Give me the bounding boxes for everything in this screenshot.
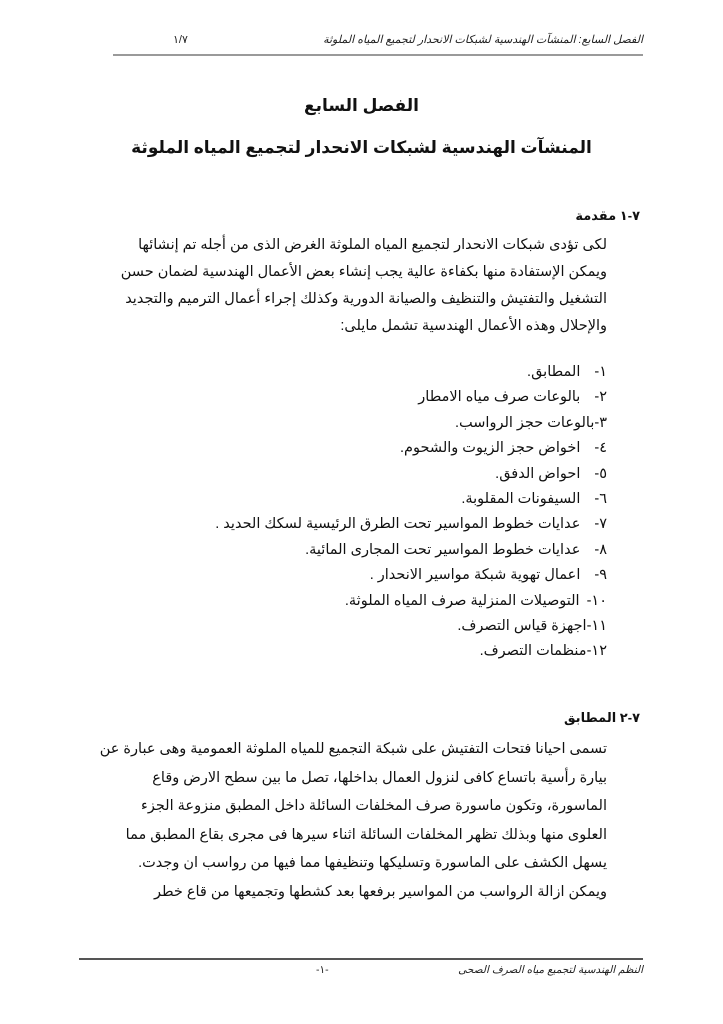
list-item-number: ٨- <box>594 541 607 558</box>
list-item-text: المطابق. <box>527 364 581 380</box>
list-item <box>147 512 607 537</box>
paragraph-line: لكى تؤدى شبكات الانحدار لتجميع المياه الملوثة الغرض الذى من أجله تم إنشائها <box>138 237 607 253</box>
section-heading-introduction: ٧-١ مقدمة <box>575 208 640 223</box>
list-item <box>147 462 607 487</box>
list-item <box>147 614 607 639</box>
footer-rule <box>79 958 643 960</box>
list-item-text: بالوعات حجز الرواسب. <box>455 414 595 431</box>
paragraph-line: يسهل الكشف على الماسورة وتسليكها وتنظيفها مما فيها من رواسب ان وجدت. <box>138 855 607 871</box>
paragraph-line: العلوى منها وبذلك تظهر المخلفات السائلة اثناء سيرها فى مجرى بقاع المطبق مما <box>125 826 607 843</box>
list-item <box>147 487 607 512</box>
list-item <box>147 411 607 436</box>
paragraph-line: التشغيل والتفتيش والتنظيف والصيانة الدورية وكذلك إجراء أعمال الترميم والتجديد <box>125 291 607 307</box>
list-item <box>147 563 607 588</box>
paragraph-line: ويمكن ازالة الرواسب من المواسير برفعها بعد كشطها وتجميعها من قاع خطر <box>153 883 607 900</box>
list-item-text: احواض الدفق. <box>495 465 581 482</box>
list-item <box>147 385 607 410</box>
chapter-title: الفصل السابع <box>304 96 419 115</box>
list-item <box>147 538 607 563</box>
header-rule <box>113 54 643 56</box>
paragraph-line: بيارة رأسية باتساع كافى لنزول العمال بداخلها، تصل ما بين سطح الارض وقاع <box>152 769 607 786</box>
introduction-paragraph <box>120 232 607 340</box>
running-header <box>113 33 643 51</box>
list-item-text: السيفونات المقلوبة. <box>461 490 581 507</box>
chapter-subtitle: المنشآت الهندسية لشبكات الانحدار لتجميع المياه الملوثة <box>131 138 592 157</box>
paragraph-line: تسمى احيانا فتحات التفتيش على شبكة التجميع للمياه الملوثة العمومية وهى عبارة عن <box>99 741 607 757</box>
list-item-text: اجهزة قياس التصرف. <box>457 617 587 634</box>
list-item-number: ٢- <box>594 389 607 406</box>
footer-page-number: -١- <box>316 964 329 976</box>
list-item-number: ١- <box>594 364 607 380</box>
list-item-text: التوصيلات المنزلية صرف المياه الملوثة. <box>344 592 580 609</box>
footer-book-title: النظم الهندسية لتجميع مياه الصرف الصحى <box>458 964 643 976</box>
list-item-number: ١٢- <box>586 643 607 660</box>
list-item-number: ١١- <box>586 617 607 634</box>
list-item <box>147 639 607 664</box>
list-item-number: ١٠- <box>586 592 607 609</box>
paragraph-line: الماسورة، وتكون ماسورة صرف المخلفات السائلة داخل المطبق منزوعة الجزء <box>141 798 607 814</box>
list-item-text: منظمات التصرف. <box>479 643 587 660</box>
list-item-text: اعمال تهوية شبكة مواسير الانحدار . <box>369 567 581 584</box>
list-item-number: ٥- <box>594 465 607 482</box>
section-heading-manholes: ٧-٢ المطابق <box>563 710 640 725</box>
list-item-text: اخواض حجز الزيوت والشحوم. <box>400 440 581 457</box>
running-header-title: الفصل السابع: المنشآت الهندسية لشبكات الانحدار لتجميع المياه الملوثة <box>323 34 643 46</box>
list-item-text: عدايات خطوط المواسير تحت المجارى المائية. <box>305 541 581 558</box>
list-item <box>147 360 607 385</box>
paragraph-line: والإحلال وهذه الأعمال الهندسية تشمل مايلى: <box>340 318 607 334</box>
list-item-text: بالوعات صرف مياه الامطار <box>418 389 581 406</box>
list-item-number: ٦- <box>594 490 607 507</box>
running-header-page-ref: ١/٧ <box>173 34 188 46</box>
works-list <box>147 360 607 665</box>
list-item-number: ٣- <box>594 414 607 431</box>
list-item-number: ٩- <box>594 567 607 584</box>
list-item-number: ٧- <box>594 516 607 533</box>
manholes-paragraph <box>99 735 607 906</box>
list-item-text: عدايات خطوط المواسير تحت الطرق الرئيسية لسكك الحديد . <box>215 516 581 533</box>
list-item <box>147 436 607 461</box>
list-item-number: ٤- <box>594 440 607 457</box>
list-item <box>147 589 607 614</box>
paragraph-line: ويمكن الإستفادة منها بكفاءة عالية يجب إنشاء بعض الأعمال الهندسية لضمان حسن <box>120 264 607 280</box>
